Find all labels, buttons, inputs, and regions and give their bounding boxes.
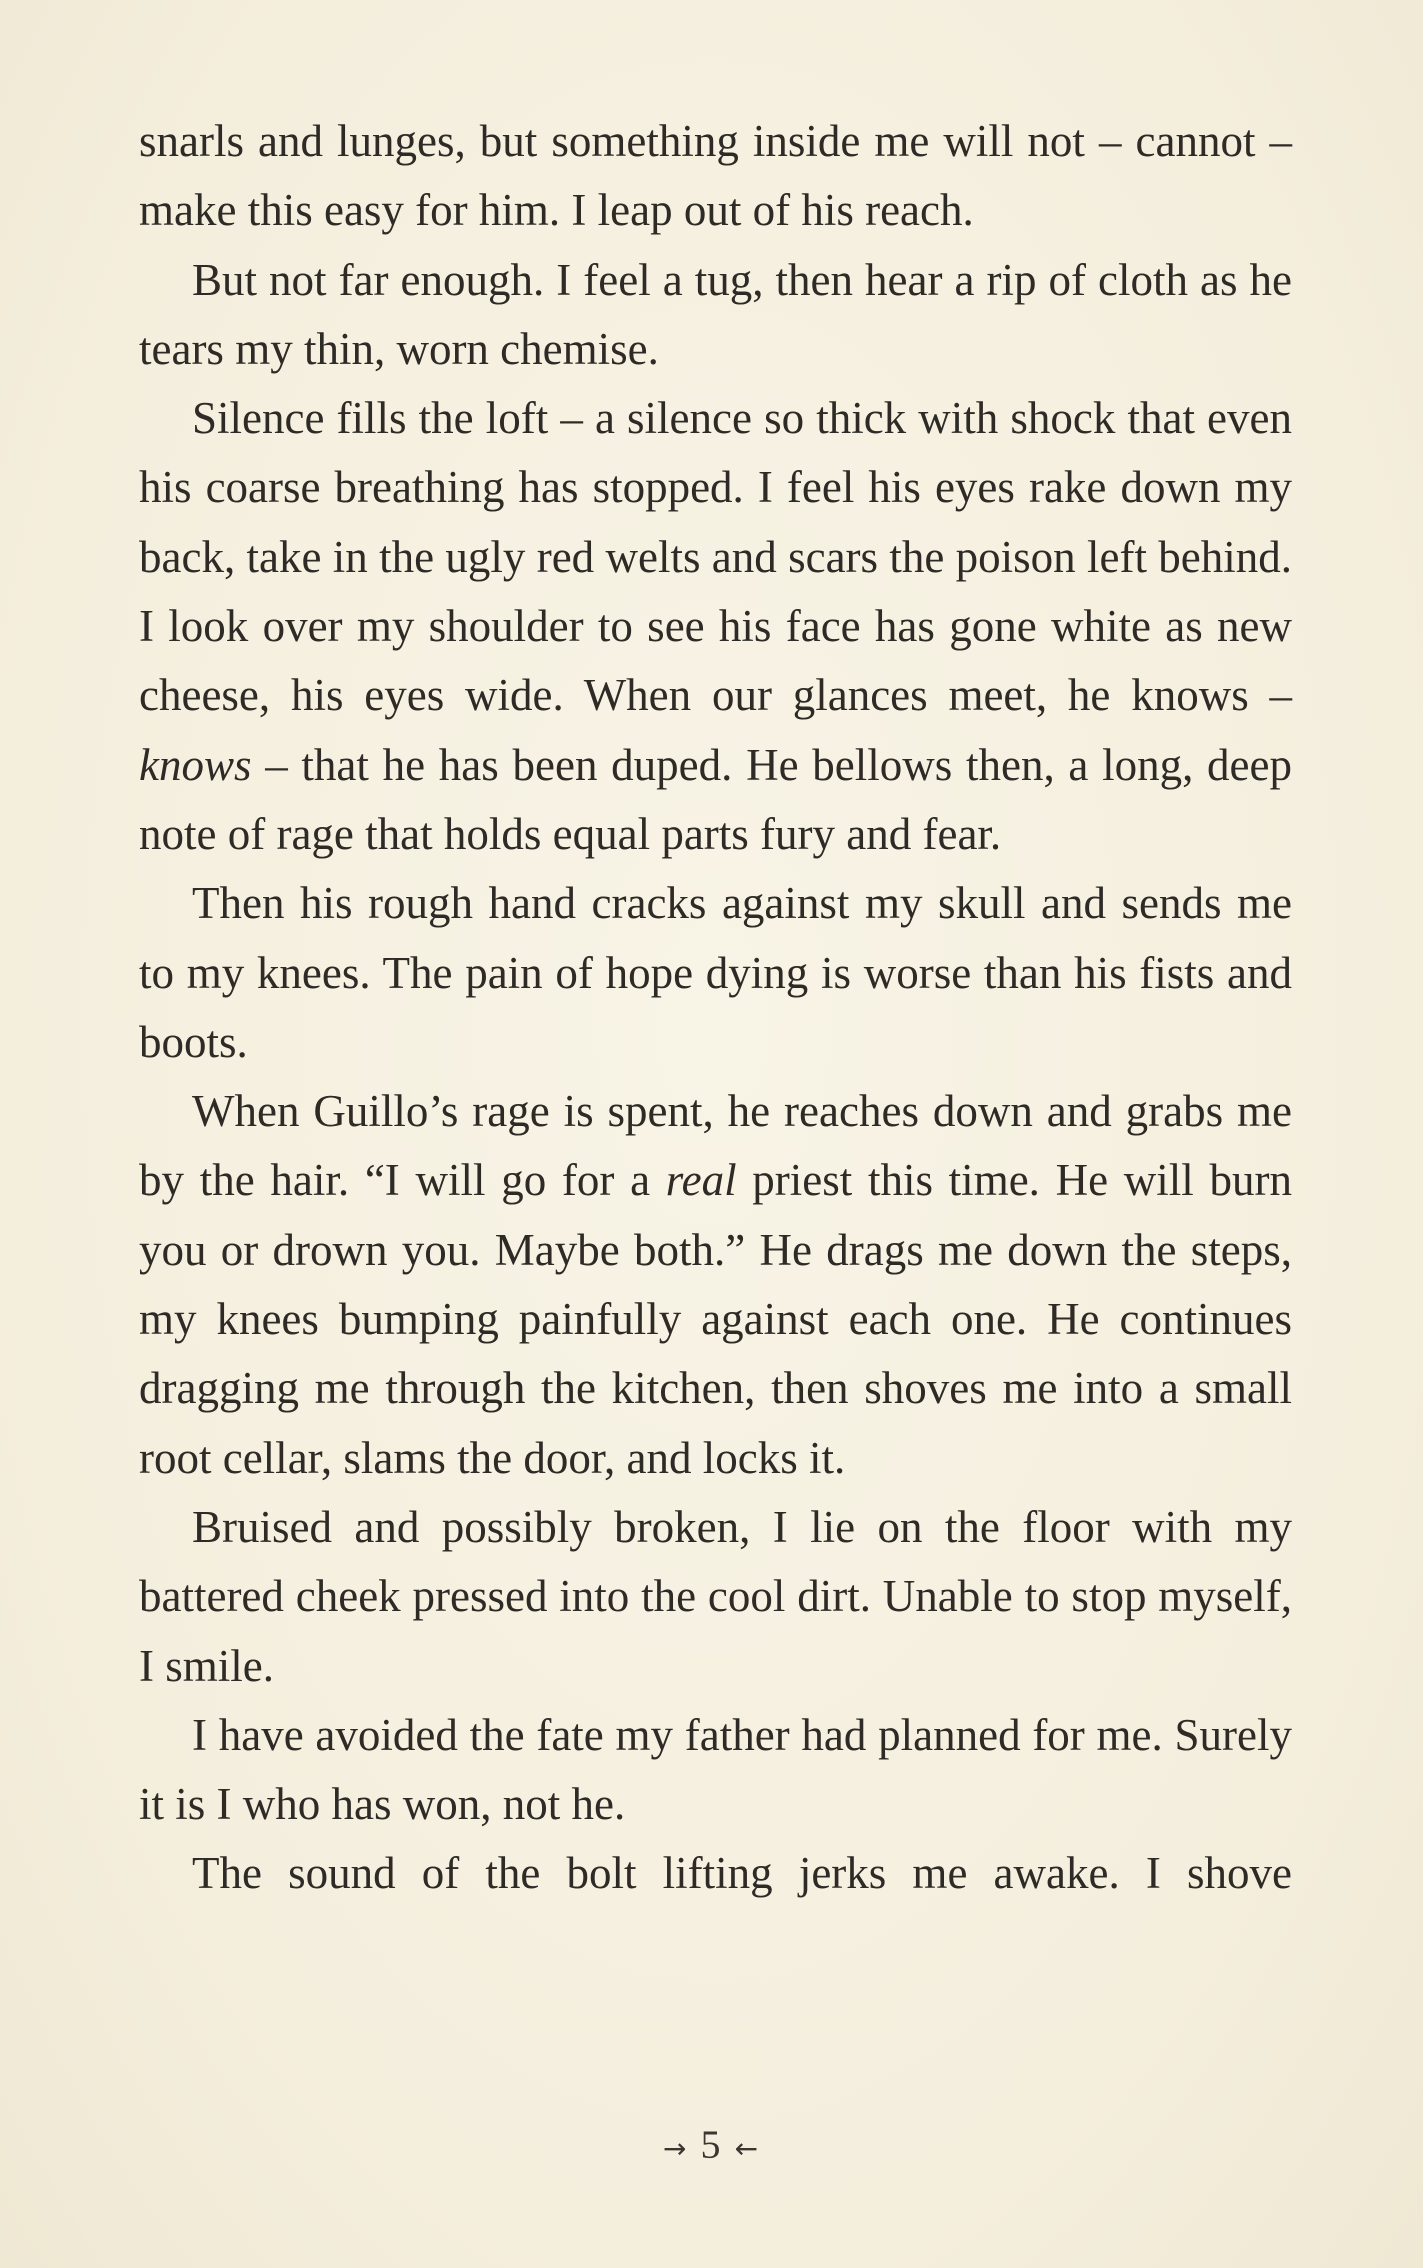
text-run: Then his rough hand cracks against my skull and sends me to my knees. The pain of hope dying is worse than his fists and boots. xyxy=(139,878,1292,1067)
paragraph xyxy=(139,107,1292,246)
text-run: But not far enough. I feel a tug, then hear a rip of cloth as he tears my thin, worn chemise. xyxy=(139,254,1292,374)
text-run: Silence fills the loft – a silence so thick with shock that even his coarse breathing has stopped. I feel his eyes rake down my back, take in the ugly red welts and scars the poison left behind. I look over my shoulder to see his face has gone white as new cheese, his eyes wide. When our glances meet, he knows – xyxy=(139,393,1292,721)
paragraph xyxy=(139,869,1292,1077)
text-run: I have avoided the fate my father had planned for me. Surely it is I who has won, not he. xyxy=(139,1709,1292,1830)
text-run: priest this time. He will burn you or drown you. Maybe both.” He drags me down the steps, my knees bumping painfully against each one. He continues dragging me through the kitchen, then shoves me into a small root cellar, slams the door, and locks it. xyxy=(139,1155,1292,1483)
text-run: – that he has been duped. He bellows then, a long, deep note of rage that holds equal parts fury and fear. xyxy=(139,739,1292,859)
text-run: Bruised and possibly broken, I lie on the floor with my battered cheek pressed into the cool dirt. Unable to stop myself, I smile. xyxy=(139,1501,1292,1691)
paragraph xyxy=(139,246,1292,385)
italic-emphasis: real xyxy=(665,1155,737,1206)
paragraph xyxy=(139,1701,1292,1840)
paragraph xyxy=(139,1839,1292,1908)
italic-emphasis: knows xyxy=(139,739,252,790)
paragraph xyxy=(139,1077,1292,1493)
page-number: 5 xyxy=(700,2122,723,2167)
text-run: The sound of the bolt lifting jerks me awake. I shove xyxy=(192,1848,1292,1899)
paragraph xyxy=(139,384,1292,869)
text-run: When Guillo’s rage is spent, he reaches down and grabs me by the hair. “I will go for a xyxy=(139,1086,1292,1206)
body-text xyxy=(139,107,1292,1909)
right-arrow-ornament-icon: → xyxy=(663,2131,689,2165)
left-arrow-ornament-icon: ← xyxy=(734,2131,760,2165)
page-number-footer xyxy=(0,2120,1423,2174)
paragraph xyxy=(139,1493,1292,1701)
text-run: snarls and lunges, but something inside me will not – cannot – make this easy for him. I leap out of his reach. xyxy=(139,116,1292,236)
